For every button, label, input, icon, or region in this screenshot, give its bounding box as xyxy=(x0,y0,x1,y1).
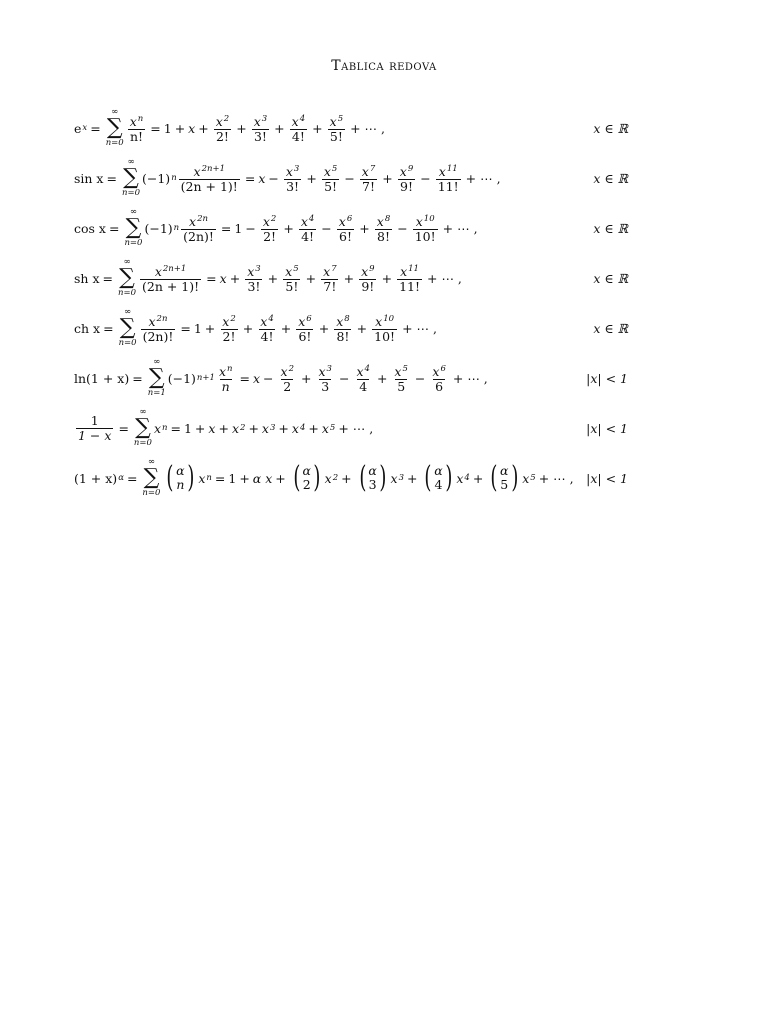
formula-ln: ln(1 + x) = ∞ ∑ n=1 (−1) n+1 $\frac{x^n}{n}$ = x − $\frac{x^2}{2}$ + $\frac{x^3}{3}$ − $\frac{x^4}{4}$ + $\frac{x^5}{5}$ − $\frac{x^6}{6}$ + ⋯ , xyxy=(74,357,488,398)
sign-factor: (−1) xyxy=(142,170,171,186)
formula-cos: cos x = ∞ ∑ n=0 (−1) n $\frac{x^{2n}}{(2n)!}$ = 1 − $\frac{x^2}{2!}$ + $\frac{x^4}{4!}$ − $\frac{x^6}{6!}$ + $\frac{x^8}{8!}$ − $\frac{x^{10}}{10!}$ + ⋯ , xyxy=(74,207,478,248)
series-row-exp xyxy=(74,103,628,153)
series-row-cos xyxy=(74,203,628,253)
series-row-sin xyxy=(74,153,628,203)
sum-symbol: ∞ ∑ n=0 xyxy=(121,157,140,198)
formula-exp: e x = ∞ ∑ n=0 $\frac{x^n}{n!}$ = 1 + x + $\frac{x^2}{2!}$ + $\frac{x^3}{3!}$ + $\frac{x^4}{4!}$ + $\frac{x^5}{5!}$ + ⋯ , xyxy=(74,107,386,148)
sum-upper-limit: ∞ xyxy=(147,457,155,467)
series-row-ln xyxy=(74,353,628,403)
series-row-binomial xyxy=(74,453,628,503)
sum-symbol: ∞ ∑ n=1 xyxy=(147,357,166,398)
condition-exp: x ∈ ℝ xyxy=(593,120,628,136)
lhs-base: (1 + x) xyxy=(74,470,118,486)
general-term: $\frac{x^{2n}}{(2n)!}$ xyxy=(142,314,174,344)
series-row-sh xyxy=(74,253,628,303)
lhs-base: e xyxy=(74,120,82,136)
lhs-function: sh x xyxy=(74,270,100,286)
formula-binomial: (1 + x) α = ∞ ∑ n=0 ( α n ) x n = 1 + α x + ( α 2 ) x 2 + ( α 3 ) x 3 + ( α 4 ) x 4 + ( α 5 ) x 5 + ⋯ , xyxy=(74,457,574,498)
condition-geometric: |x| < 1 xyxy=(586,420,628,436)
formula-geometric: $\frac{1}{1 - x}$ = ∞ ∑ n=0 x n = 1 + x + x 2 + x 3 + x 4 + x 5 + ⋯ , xyxy=(78,407,374,448)
formula-ch: ch x = ∞ ∑ n=0 $\frac{x^{2n}}{(2n)!}$ = 1 + $\frac{x^2}{2!}$ + $\frac{x^4}{4!}$ + $\frac{x^6}{6!}$ + $\frac{x^8}{8!}$ + $\frac{x^{10}}{10!}$ + ⋯ , xyxy=(74,307,437,348)
sum-symbol: ∞ ∑ n=0 xyxy=(133,407,152,448)
sum-lower-limit: n=0 xyxy=(117,288,136,298)
condition-ln: |x| < 1 xyxy=(586,370,628,386)
sum-lower-limit: n=0 xyxy=(121,188,140,198)
lhs-function: ch x xyxy=(74,320,101,336)
sum-symbol: ∞ ∑ n=0 xyxy=(118,307,137,348)
sum-upper-limit: ∞ xyxy=(111,107,119,117)
sign-factor: (−1) xyxy=(144,220,173,236)
sum-symbol: ∞ ∑ n=0 xyxy=(105,107,124,148)
sum-symbol: ∞ ∑ n=0 xyxy=(142,457,161,498)
sum-lower-limit: n=0 xyxy=(133,438,152,448)
general-term: x xyxy=(153,420,161,436)
lhs-function: ln(1 + x) xyxy=(74,370,130,386)
page-title: Tablica redova xyxy=(331,58,437,74)
sum-upper-limit: ∞ xyxy=(127,157,135,167)
general-term: $\frac{x^{2n}}{(2n)!}$ xyxy=(183,214,214,244)
general-term: $\frac{x^n}{n!}$ xyxy=(129,114,144,144)
sum-lower-limit: n=1 xyxy=(147,388,166,398)
general-term: $\frac{x^{2n+1}}{(2n + 1)!}$ xyxy=(180,164,238,194)
condition-ch: x ∈ ℝ xyxy=(593,320,628,336)
condition-sh: x ∈ ℝ xyxy=(593,270,628,286)
sum-lower-limit: n=0 xyxy=(118,338,137,348)
formula-sin: sin x = ∞ ∑ n=0 (−1) n $\frac{x^{2n+1}}{(2n + 1)!}$ = x − $\frac{x^3}{3!}$ + $\frac{x^5}{5!}$ − $\frac{x^7}{7!}$ + $\frac{x^9}{9!}$ − $\frac{x^{11}}{11!}$ + ⋯ , xyxy=(74,157,501,198)
lhs-exponent: α xyxy=(118,473,124,483)
sum-lower-limit: n=0 xyxy=(105,138,124,148)
general-term: $\frac{x^n}{n}$ xyxy=(218,364,233,394)
series-row-geometric xyxy=(74,403,628,453)
sum-lower-limit: n=0 xyxy=(124,238,143,248)
general-term: $\frac{x^{2n+1}}{(2n + 1)!}$ xyxy=(142,264,200,294)
binomial-coefficient: ( α n ) xyxy=(166,460,194,495)
lhs-exponent: x xyxy=(82,123,88,133)
formula-sh: sh x = ∞ ∑ n=0 $\frac{x^{2n+1}}{(2n + 1)!}$ = x + $\frac{x^3}{3!}$ + $\frac{x^5}{5!}$ + $\frac{x^7}{7!}$ + $\frac{x^9}{9!}$ + $\frac{x^{11}}{11!}$ + ⋯ , xyxy=(74,257,462,298)
sum-symbol: ∞ ∑ n=0 xyxy=(124,207,143,248)
condition-cos: x ∈ ℝ xyxy=(593,220,628,236)
sum-upper-limit: ∞ xyxy=(139,407,147,417)
sum-symbol: ∞ ∑ n=0 xyxy=(117,257,136,298)
condition-sin: x ∈ ℝ xyxy=(593,170,628,186)
series-row-ch xyxy=(74,303,628,353)
sum-upper-limit: ∞ xyxy=(123,257,131,267)
lhs-fraction: $\frac{1}{1 - x}$ xyxy=(78,412,112,443)
sign-factor: (−1) xyxy=(167,370,196,386)
sum-upper-limit: ∞ xyxy=(153,357,161,367)
lhs-function: sin x xyxy=(74,170,104,186)
sum-upper-limit: ∞ xyxy=(124,307,132,317)
lhs-function: cos x xyxy=(74,220,106,236)
condition-binomial: |x| < 1 xyxy=(586,470,628,486)
sum-lower-limit: n=0 xyxy=(142,488,161,498)
sum-upper-limit: ∞ xyxy=(129,207,137,217)
